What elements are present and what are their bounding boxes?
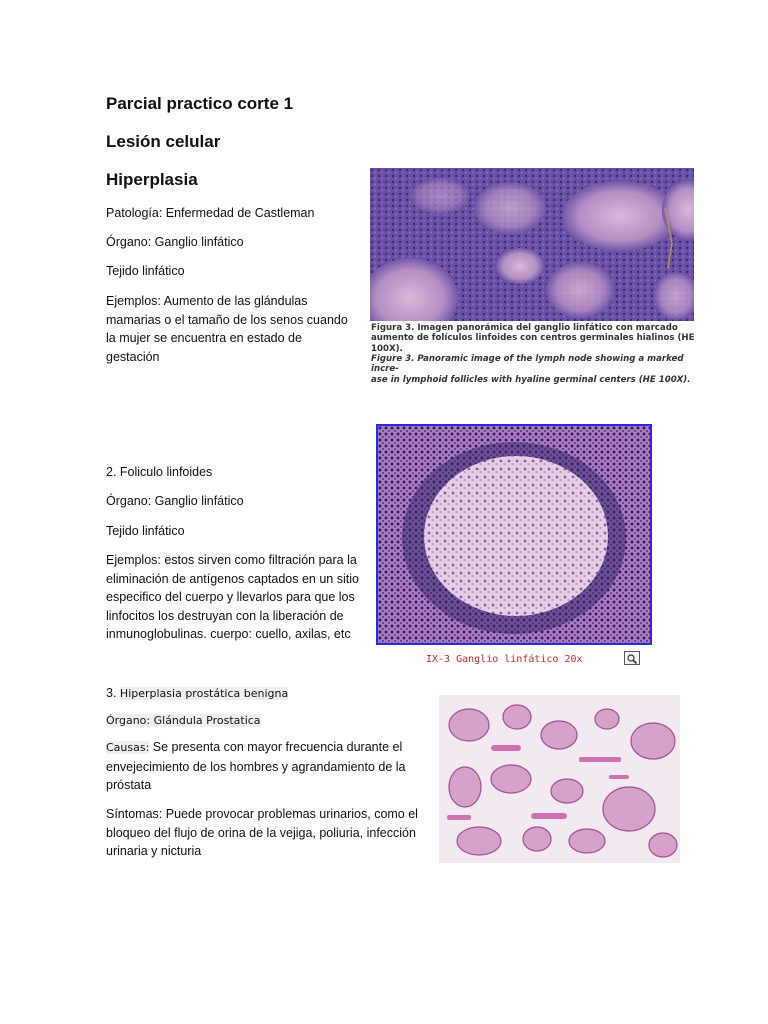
text-line: mamarias o el tamaño de los senos cuando (106, 312, 348, 327)
section-heading: Hiperplasia (106, 170, 198, 189)
highlighted-organo: Órgano: Glándula Prostatica (106, 714, 261, 727)
text-line: eliminación de antígenos captados en un sitio (106, 571, 359, 586)
organo-text: Órgano: Ganglio linfático (106, 235, 244, 249)
causas-paragraph (106, 738, 426, 795)
list-number: 3. (106, 686, 117, 700)
text-line: Síntomas: Puede provocar problemas urinarios, como el (106, 807, 418, 821)
caption-line: aumento de folículos linfoides con centros germinales hialinos (HE (371, 333, 695, 344)
text-line: especifico del cuerpo y llevarlos para que los (106, 590, 355, 604)
highlighted-title: Hiperplasia prostática benigna (119, 687, 289, 700)
ejemplos-paragraph (106, 292, 356, 366)
sintomas-paragraph (106, 805, 426, 861)
lymph-node-panoramic-image (370, 168, 694, 321)
organo-text (106, 711, 261, 731)
tejido-text: Tejido linfático (106, 524, 185, 538)
caption-line: Figure 3. Panoramic image of the lymph node showing a marked incre- (371, 354, 684, 375)
text-line: Ejemplos: Aumento de las glándulas (106, 294, 308, 308)
text-line: gestación (106, 349, 160, 364)
foliculo-title: 2. Foliculo linfoides (106, 465, 213, 479)
tejido-text: Tejido linfático (106, 264, 185, 278)
lymphoid-follicle-image (376, 424, 652, 645)
text-line (106, 738, 426, 758)
text-span: Se presenta con mayor frecuencia durante el (149, 740, 403, 754)
text-line: Ejemplos: estos sirven como filtración para la (106, 553, 357, 567)
image-caption: IX-3 Ganglio linfático 20x (426, 654, 583, 665)
document-title: Parcial practico corte 1 (106, 94, 294, 113)
magnifier-icon[interactable] (624, 651, 640, 665)
text-line: envejecimiento de los hombres y agrandamiento de la (106, 759, 406, 774)
text-line: bloqueo del flujo de orina de la vejiga, poliuria, infección (106, 825, 416, 840)
causas-label: Causas: (106, 741, 150, 754)
text-line: linfocitos los destruyan con la liberación de (106, 608, 344, 623)
figure-caption-spanish (371, 323, 696, 354)
caption-line: ase in lymphoid follicles with hyaline germinal centers (HE 100X). (371, 374, 691, 385)
text-line: urinaria y nicturia (106, 844, 202, 858)
figure-caption-english (371, 354, 696, 385)
ejemplos-paragraph (106, 551, 368, 644)
prostate-hyperplasia-image (439, 695, 680, 863)
patologia-text: Patología: Enfermedad de Castleman (106, 206, 315, 220)
caption-line: Figura 3. Imagen panorámica del ganglio linfático con marcado (371, 323, 678, 333)
document-subtitle: Lesión celular (106, 132, 221, 151)
text-line: próstata (106, 778, 152, 792)
caption-line: 100X). (371, 343, 403, 354)
text-line: inmunoglobulinas. cuerpo: cuello, axilas, etc (106, 627, 351, 641)
text-line: la mujer se encuentra en estado de (106, 331, 302, 345)
hiperplasia-prostatica-title (106, 684, 288, 704)
organo-text: Órgano: Ganglio linfático (106, 494, 244, 508)
